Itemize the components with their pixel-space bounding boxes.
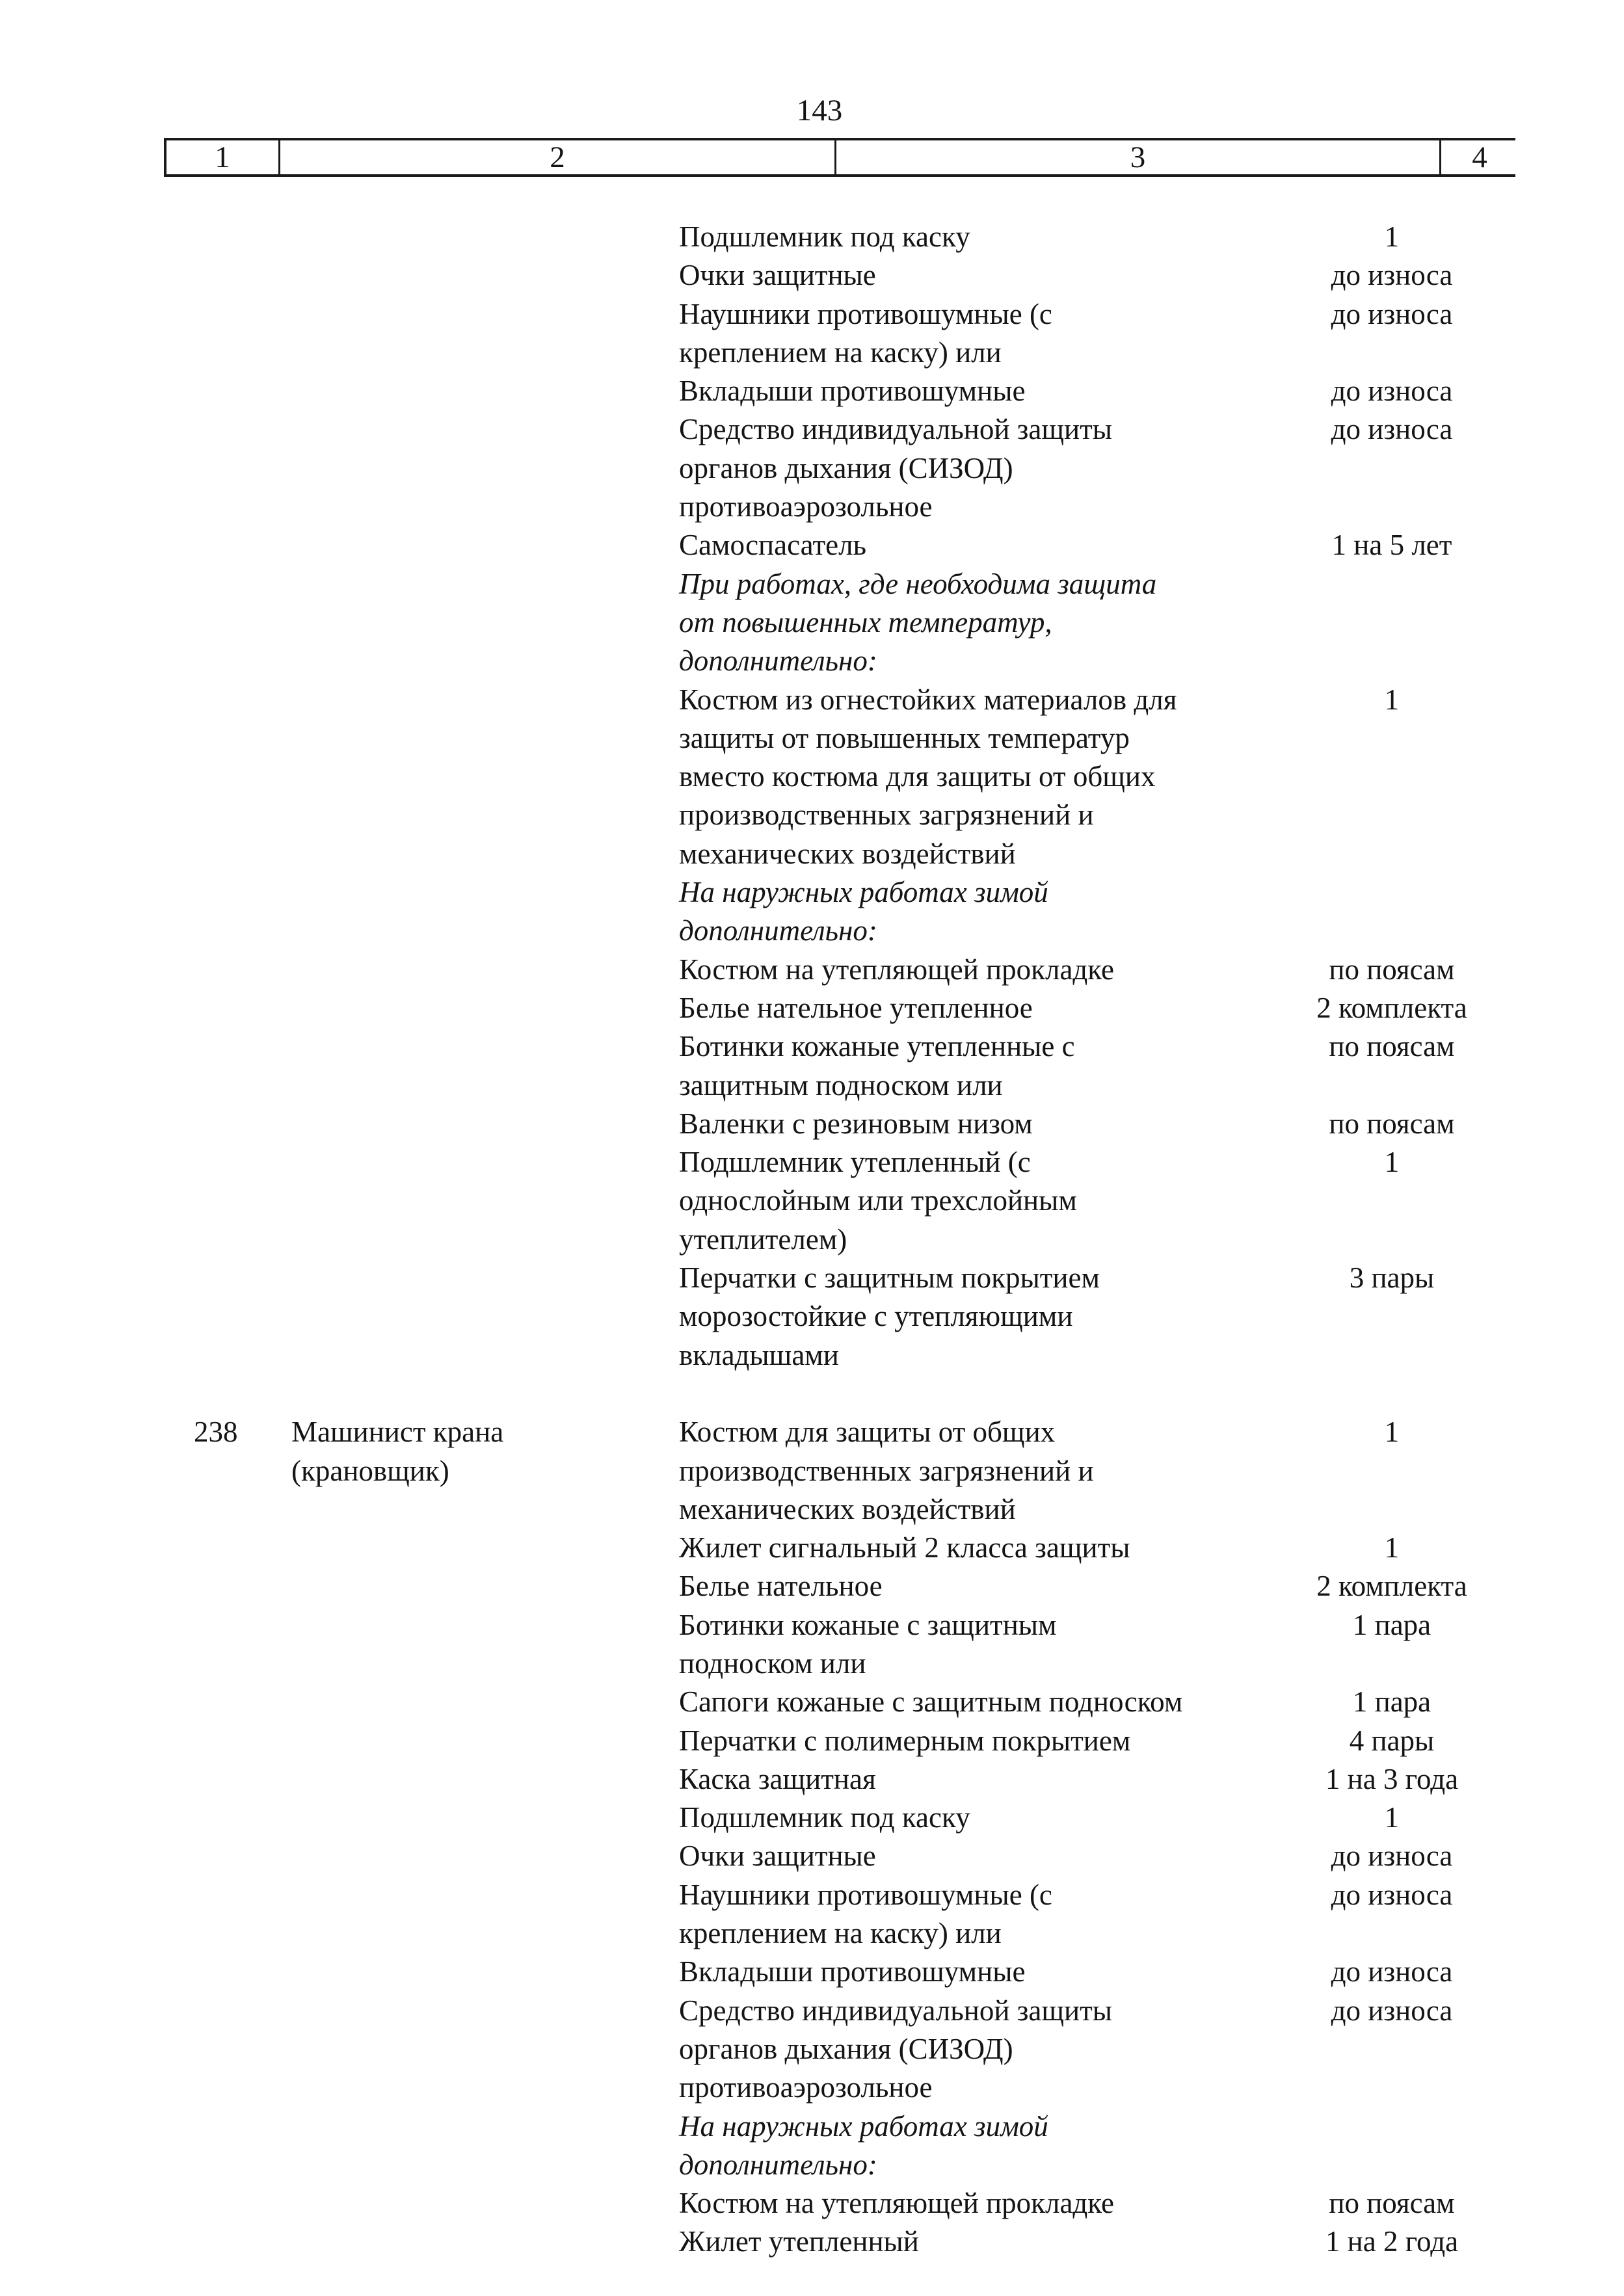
page-number: 143: [796, 94, 843, 127]
table-line: [0, 1336, 1624, 1375]
header-cell-4: 4: [1472, 140, 1487, 174]
table-line: [0, 2030, 1624, 2068]
equipment-item: Вкладыши противошумные: [679, 1955, 1026, 1988]
issue-norm: 1 на 5 лет: [1331, 529, 1452, 562]
table-line: [0, 1181, 1624, 1220]
table-line: [0, 565, 1624, 603]
table-line: [0, 1722, 1624, 1760]
issue-norm: 4 пары: [1349, 1724, 1435, 1757]
condition-note: дополнительно:: [679, 2148, 877, 2181]
table-line: [0, 603, 1624, 642]
table-line: [0, 372, 1624, 410]
equipment-item: креплением на каску) или: [679, 336, 1002, 369]
table-line: [0, 1876, 1624, 1914]
issue-norm: 1: [1384, 1801, 1400, 1834]
issue-norm: 1: [1384, 683, 1400, 716]
table-line: [0, 2107, 1624, 2146]
table-line: [0, 1644, 1624, 1683]
equipment-item: Сапоги кожаные с защитным подноском: [679, 1685, 1183, 1719]
equipment-item: защитным подноском или: [679, 1068, 1003, 1102]
table-line: [0, 256, 1624, 295]
condition-note: дополнительно:: [679, 914, 877, 947]
table-line: [0, 719, 1624, 758]
issue-norm: 1: [1384, 1146, 1400, 1179]
table-line: [0, 1837, 1624, 1875]
table-line: [0, 1799, 1624, 1837]
issue-norm: 1 на 3 года: [1325, 1762, 1459, 1795]
issue-norm: до износа: [1331, 1840, 1453, 1873]
equipment-item: подноском или: [679, 1646, 866, 1680]
table-line: [0, 1297, 1624, 1336]
table-line: [0, 796, 1624, 834]
table-header-row: [164, 138, 1515, 177]
equipment-item: утеплителем): [679, 1222, 847, 1256]
issue-norm: 1: [1384, 220, 1400, 253]
equipment-item: Каска защитная: [679, 1762, 876, 1795]
equipment-item: Наушники противошумные (с: [679, 1878, 1052, 1911]
table-line: [0, 1683, 1624, 1721]
table-line: [0, 1413, 1624, 1451]
issue-norm: до износа: [1331, 375, 1453, 408]
equipment-item: производственных загрязнений и: [679, 1454, 1094, 1487]
equipment-item: производственных загрязнений и: [679, 798, 1094, 832]
equipment-item: Подшлемник утепленный (с: [679, 1146, 1031, 1179]
equipment-item: органов дыхания (СИЗОД): [679, 2032, 1013, 2065]
table-line: [0, 449, 1624, 488]
issue-norm: 3 пары: [1349, 1261, 1435, 1295]
equipment-item: Наушники противошумные (с: [679, 297, 1052, 330]
table-body: [0, 218, 1624, 2262]
issue-norm: 1 на 2 года: [1325, 2225, 1459, 2258]
equipment-item: вместо костюма для защиты от общих: [679, 760, 1156, 793]
table-line: [0, 989, 1624, 1027]
table-line: [0, 410, 1624, 449]
header-cell-3: 3: [836, 140, 1441, 174]
table-line: [0, 1490, 1624, 1529]
equipment-item: Перчатки с защитным покрытием: [679, 1261, 1100, 1295]
issue-norm: 2 комплекта: [1316, 1570, 1467, 1603]
equipment-item: креплением на каску) или: [679, 1917, 1002, 1950]
issue-norm: по поясам: [1329, 1107, 1455, 1140]
table-line: [0, 912, 1624, 950]
occupation-name: (крановщик): [291, 1454, 449, 1487]
equipment-item: Вкладыши противошумные: [679, 375, 1026, 408]
equipment-item: Белье нательное утепленное: [679, 991, 1033, 1024]
issue-norm: до износа: [1331, 297, 1453, 330]
issue-norm: до износа: [1331, 1878, 1453, 1911]
table-line: [0, 2184, 1624, 2223]
occupation-name: Машинист крана: [291, 1416, 504, 1449]
issue-norm: до износа: [1331, 1994, 1453, 2027]
table-line: [0, 526, 1624, 564]
table-line: [0, 1529, 1624, 1567]
equipment-item: Жилет сигнальный 2 класса защиты: [679, 1531, 1130, 1564]
equipment-item: Костюм на утепляющей прокладке: [679, 2187, 1115, 2220]
issue-norm: 1: [1384, 1531, 1400, 1564]
equipment-item: Перчатки с полимерным покрытием: [679, 1724, 1131, 1757]
table-line: [0, 2146, 1624, 2184]
row-number: 238: [194, 1416, 238, 1449]
table-line: [0, 835, 1624, 873]
issue-norm: 1 пара: [1352, 1608, 1431, 1641]
condition-note: При работах, где необходима защита: [679, 567, 1157, 600]
equipment-item: противоаэрозольное: [679, 2071, 933, 2104]
table-line: [0, 1066, 1624, 1105]
issue-norm: по поясам: [1329, 2187, 1455, 2220]
equipment-item: Белье нательное: [679, 1570, 883, 1603]
condition-note: На наружных работах зимой: [679, 2109, 1048, 2143]
table-line: [0, 295, 1624, 334]
table-line: [0, 1953, 1624, 1991]
table-line: [0, 1027, 1624, 1066]
table-line: [0, 1567, 1624, 1605]
issue-norm: до износа: [1331, 413, 1453, 446]
table-line: [0, 2068, 1624, 2107]
table-line: [0, 1143, 1624, 1181]
equipment-item: Ботинки кожаные утепленные с: [679, 1030, 1075, 1063]
table-line: [0, 873, 1624, 912]
issue-norm: до износа: [1331, 259, 1453, 292]
table-line: [0, 1259, 1624, 1297]
table-line: [0, 758, 1624, 796]
equipment-item: морозостойкие с утепляющими: [679, 1300, 1073, 1333]
equipment-item: противоаэрозольное: [679, 490, 933, 523]
table-line: [0, 1221, 1624, 1259]
equipment-item: однослойным или трехслойным: [679, 1184, 1077, 1217]
table-line: [0, 1760, 1624, 1799]
condition-note: от повышенных температур,: [679, 605, 1052, 639]
issue-norm: 1 пара: [1352, 1685, 1431, 1719]
issue-norm: 2 комплекта: [1316, 991, 1467, 1024]
equipment-item: Ботинки кожаные с защитным: [679, 1608, 1057, 1641]
issue-norm: по поясам: [1329, 953, 1455, 986]
equipment-item: вкладышами: [679, 1338, 839, 1371]
equipment-item: Костюм из огнестойких материалов для: [679, 683, 1177, 716]
table-line: [0, 1105, 1624, 1143]
table-line: [0, 218, 1624, 256]
header-cell-1: 1: [166, 140, 280, 174]
equipment-item: Очки защитные: [679, 1840, 876, 1873]
table-line: [0, 642, 1624, 680]
table-line: [0, 488, 1624, 526]
equipment-item: Очки защитные: [679, 259, 876, 292]
equipment-item: Средство индивидуальной защиты: [679, 1994, 1113, 2027]
issue-norm: 1: [1384, 1416, 1400, 1449]
condition-note: На наружных работах зимой: [679, 876, 1048, 909]
equipment-item: Костюм на утепляющей прокладке: [679, 953, 1115, 986]
equipment-item: Подшлемник под каску: [679, 220, 970, 253]
equipment-item: защиты от повышенных температур: [679, 721, 1130, 754]
table-line: [0, 2223, 1624, 2261]
equipment-item: Средство индивидуальной защиты: [679, 413, 1113, 446]
header-cell-2: 2: [280, 140, 836, 174]
equipment-item: механических воздействий: [679, 1492, 1016, 1525]
table-line: [0, 1914, 1624, 1953]
table-line: [0, 681, 1624, 719]
table-line: [0, 1992, 1624, 2030]
row-spacer: [0, 1375, 1624, 1413]
equipment-item: механических воздействий: [679, 837, 1016, 870]
equipment-item: Самоспасатель: [679, 529, 867, 562]
issue-norm: до износа: [1331, 1955, 1453, 1988]
issue-norm: по поясам: [1329, 1030, 1455, 1063]
equipment-item: Жилет утепленный: [679, 2225, 919, 2258]
table-line: [0, 1606, 1624, 1644]
table-line: [0, 334, 1624, 372]
table-line: [0, 951, 1624, 989]
equipment-item: Подшлемник под каску: [679, 1801, 970, 1834]
table-line: [0, 1452, 1624, 1490]
equipment-item: Костюм для защиты от общих: [679, 1416, 1056, 1449]
equipment-item: органов дыхания (СИЗОД): [679, 451, 1013, 484]
condition-note: дополнительно:: [679, 644, 877, 678]
equipment-item: Валенки с резиновым низом: [679, 1107, 1033, 1140]
